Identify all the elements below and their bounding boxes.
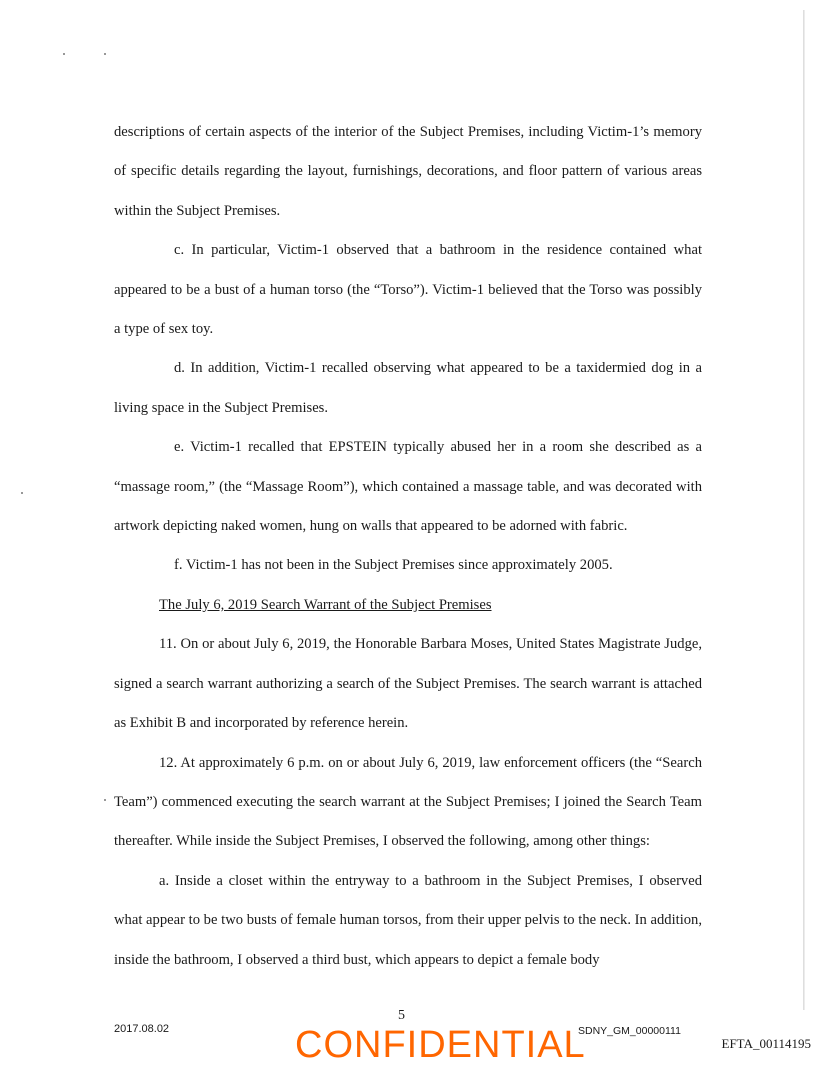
paragraph-item-a: a. Inside a closet within the entryway to a bathroom in the Subject Premises, I observed what appear to be two busts of female human torsos, from their upper pelvis to the neck. In addition, inside the bathroom, I observed a third bust, which appears to depict a female body <box>114 872 702 968</box>
scan-speck <box>21 492 23 494</box>
footer-date: 2017.08.02 <box>114 1023 170 1035</box>
confidential-stamp: CONFIDENTIAL <box>295 1024 586 1066</box>
efta-number: EFTA_00114195 <box>721 1036 811 1051</box>
paragraph-item-d: d. In addition, Victim-1 recalled observing what appeared to be a taxidermied dog in a living space in the Subject Premises. <box>114 360 702 416</box>
paragraph-12: 12. At approximately 6 p.m. on or about July 6, 2019, law enforcement officers (the “Search Team”) commenced executing the search warrant at the Subject Premises; I joined the Search Team thereafter. While inside the Subject Premises, I observed the following, among other things: <box>114 754 702 850</box>
scan-speck <box>63 53 65 55</box>
paragraph-item-e: e. Victim-1 recalled that EPSTEIN typically abused her in a room she described as a “massage room,” (the “Massage Room”), which contained a massage table, and was decorated with artwork depicting naked women, hung on walls that appeared to be adorned with fabric. <box>114 439 702 535</box>
paragraph-item-c: c. In particular, Victim-1 observed that a bathroom in the residence contained what appeared to be a bust of a human torso (the “Torso”). Victim-1 believed that the Torso was possibly a type of sex toy. <box>114 242 702 338</box>
scan-speck <box>104 799 106 801</box>
scan-speck <box>104 53 106 55</box>
page-edge-shadow <box>803 10 805 1010</box>
paragraph-continuation: descriptions of certain aspects of the interior of the Subject Premises, including Victim-1’s memory of specific details regarding the layout, furnishings, decorations, and floor pattern of various areas within the Subject Premises. <box>114 124 702 219</box>
bates-number: SDNY_GM_00000111 <box>578 1025 681 1037</box>
paragraph-item-f: f. Victim-1 has not been in the Subject Premises since approximately 2005. <box>174 557 613 574</box>
section-heading: The July 6, 2019 Search Warrant of the Subject Premises <box>159 596 492 613</box>
paragraph-11: 11. On or about July 6, 2019, the Honorable Barbara Moses, United States Magistrate Judge, signed a search warrant authorizing a search of the Subject Premises. The search warrant is attached as Exhibit B and incorporated by reference herein. <box>114 636 702 732</box>
page-number: 5 <box>398 1008 405 1023</box>
document-body <box>114 113 702 980</box>
